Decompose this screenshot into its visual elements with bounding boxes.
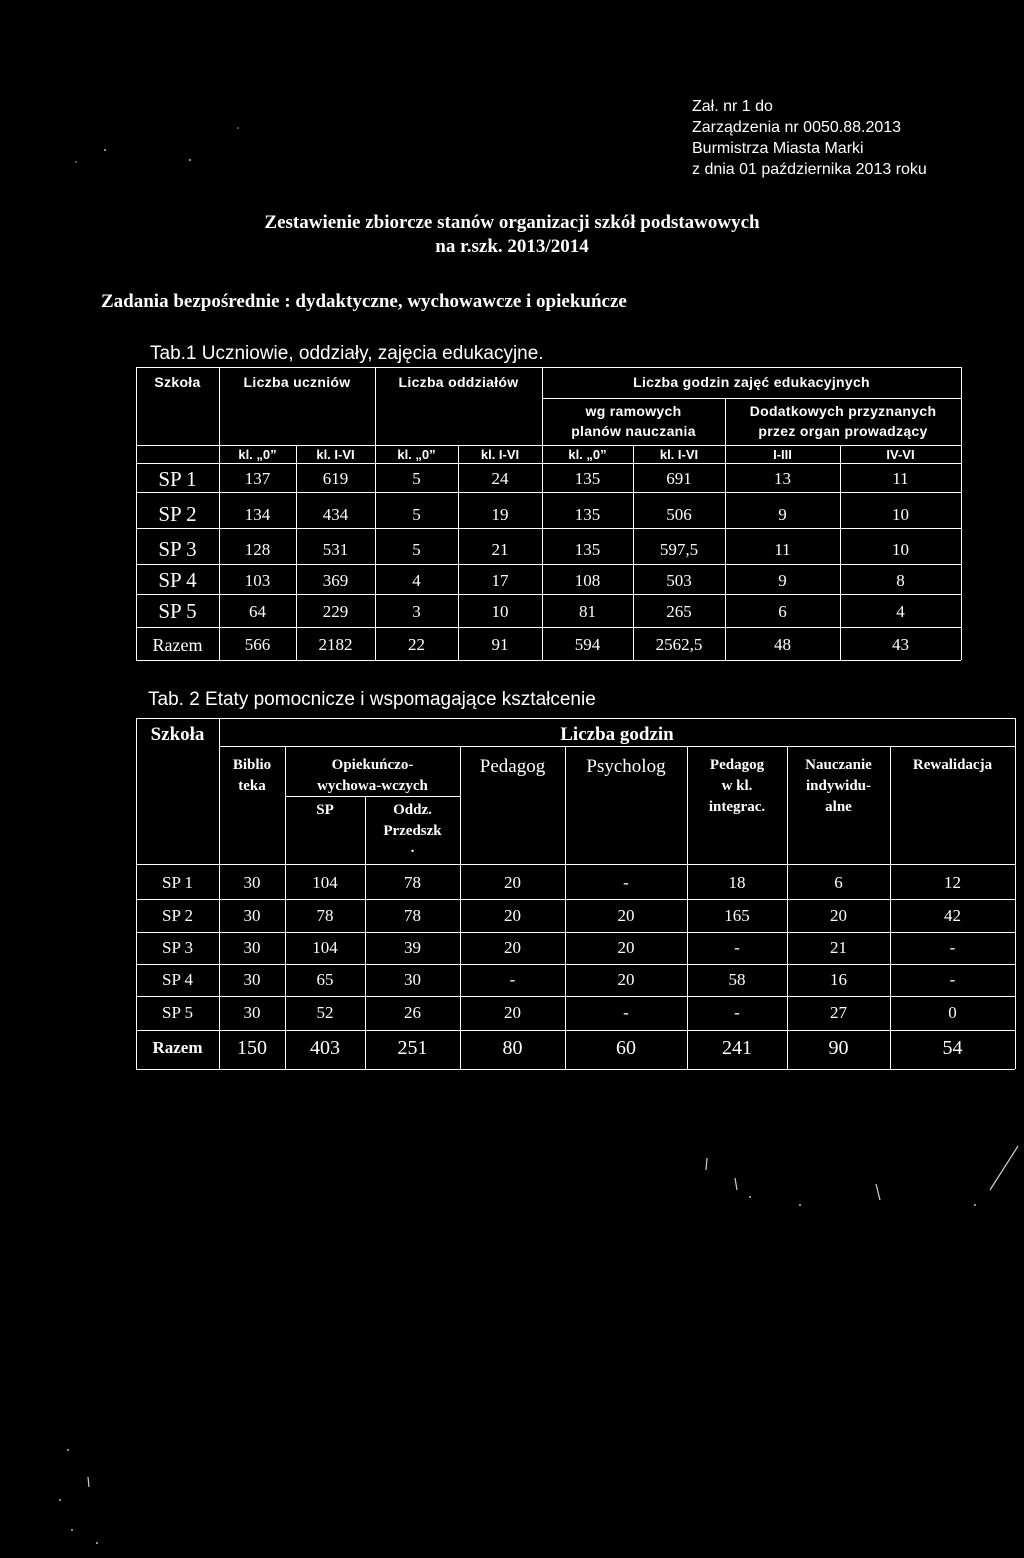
table-cell: 503 xyxy=(666,571,692,590)
table-cell: 6 xyxy=(778,602,787,621)
table-cell: 265 xyxy=(666,602,692,621)
table-cell: 566 xyxy=(244,635,271,654)
col-header-additional: Dodatkowych przyznanych xyxy=(749,403,937,419)
table-cell: 229 xyxy=(322,602,349,621)
table-cell: 17 xyxy=(491,571,509,590)
table-cell: 128 xyxy=(244,540,271,559)
table-cell: - xyxy=(734,938,740,957)
annex-line: Burmistrza Miasta Marki xyxy=(692,140,864,157)
table-cell: 10 xyxy=(892,505,909,524)
col-header-hours: Liczba godzin zajęć edukacyjnych xyxy=(633,374,870,390)
table-cell: 20 xyxy=(617,938,635,957)
subheader: kl. I-VI xyxy=(316,447,355,462)
header-line: Oddz. xyxy=(393,802,432,818)
table-cell: 434 xyxy=(322,505,349,524)
col-header-school: Szkoła xyxy=(150,724,205,745)
row-school: SP 3 xyxy=(158,537,197,561)
header-line: Pedagog xyxy=(709,757,765,773)
table-cell: - xyxy=(949,938,956,957)
table-cell: 104 xyxy=(312,873,338,892)
row-school: SP 4 xyxy=(161,970,194,989)
table-cell: 39 xyxy=(404,938,421,957)
table-cell: 20 xyxy=(504,906,521,925)
col-header-psychologist: Psycholog xyxy=(586,756,666,777)
table-cell: 251 xyxy=(397,1037,428,1059)
table-cell: 6 xyxy=(834,873,843,892)
table-cell: 135 xyxy=(574,505,601,524)
table-cell: 137 xyxy=(244,469,271,488)
annex-line: Zał. nr 1 do xyxy=(692,98,773,115)
table-cell: 9 xyxy=(778,571,787,590)
table-cell: 369 xyxy=(322,571,349,590)
table-cell: 18 xyxy=(728,873,746,892)
col-header-students: Liczba uczniów xyxy=(243,374,351,390)
header-line: Nauczanie xyxy=(805,757,872,773)
table-cell: 30 xyxy=(243,1003,261,1022)
col-header-framework: wg ramowych xyxy=(585,403,682,419)
table-cell: 20 xyxy=(830,906,847,925)
table-cell: 26 xyxy=(404,1003,421,1022)
subheader: kl. I-VI xyxy=(659,447,699,462)
row-school: SP 4 xyxy=(158,568,197,592)
table-cell: 80 xyxy=(502,1037,523,1059)
table-cell: 9 xyxy=(778,505,787,524)
tasks-heading: Zadania bezpośrednie : dydaktyczne, wychowawcze i opiekuńcze xyxy=(101,291,627,312)
table-cell: 134 xyxy=(244,505,271,524)
table-cell: 52 xyxy=(316,1003,334,1022)
table-cell: 81 xyxy=(579,602,596,621)
col-header-additional: przez organ prowadzący xyxy=(758,423,928,439)
table-cell: 2182 xyxy=(318,635,353,654)
header-line: wychowa-wczych xyxy=(317,778,428,794)
table-cell: 27 xyxy=(830,1003,847,1022)
row-school: SP 3 xyxy=(161,938,194,957)
table-cell: 5 xyxy=(412,469,421,488)
table-cell: 30 xyxy=(243,906,261,925)
table-cell: 5 xyxy=(412,540,421,559)
table-cell: - xyxy=(623,1003,629,1022)
header-line: Przedszk xyxy=(383,823,442,839)
table1-caption: Tab.1 Uczniowie, oddziały, zajęcia edukacyjne. xyxy=(150,343,544,364)
table-cell: 506 xyxy=(666,505,692,524)
subheader: IV-VI xyxy=(886,447,915,462)
col-header-revalidation: Rewalidacja xyxy=(912,757,993,773)
table-cell: 597,5 xyxy=(659,540,699,559)
row-school: Razem xyxy=(152,1038,203,1057)
row-school: SP 2 xyxy=(161,906,194,925)
header-line: alne xyxy=(825,799,852,815)
table-cell: 30 xyxy=(404,970,421,989)
table-cell: 165 xyxy=(724,906,750,925)
table-cell: 103 xyxy=(244,571,271,590)
table-cell: 16 xyxy=(830,970,847,989)
table-cell: 64 xyxy=(249,602,266,621)
col-header-school: Szkoła xyxy=(154,374,201,390)
table-cell: 91 xyxy=(491,635,509,654)
table-cell: 43 xyxy=(892,635,909,654)
table-cell: 30 xyxy=(243,873,261,892)
table-cell: 78 xyxy=(316,906,334,925)
table-cell: 150 xyxy=(237,1037,267,1059)
table-cell: 594 xyxy=(574,635,601,654)
row-school: SP 1 xyxy=(158,467,197,491)
table-cell: - xyxy=(509,970,516,989)
table-cell: 78 xyxy=(404,873,421,892)
table-cell: 8 xyxy=(896,571,905,590)
annex-line: Zarządzenia nr 0050.88.2013 xyxy=(692,119,902,136)
row-school: SP 1 xyxy=(161,873,194,892)
header-line: teka xyxy=(238,778,266,794)
subheader: kl. „0” xyxy=(238,447,277,462)
row-school: SP 2 xyxy=(158,502,197,526)
header-line: integrac. xyxy=(708,799,766,815)
table-cell: 11 xyxy=(774,540,791,559)
table-cell: 5 xyxy=(412,505,421,524)
row-school: SP 5 xyxy=(158,599,197,623)
table-cell: 241 xyxy=(722,1037,752,1059)
table-cell: 10 xyxy=(892,540,909,559)
col-header-care-sp: SP xyxy=(316,802,334,818)
table-cell: 48 xyxy=(774,635,791,654)
table2-caption: Tab. 2 Etaty pomocnicze i wspomagające kształcenie xyxy=(148,689,596,710)
table-cell: 403 xyxy=(310,1037,340,1059)
col-header-pedagogue: Pedagog xyxy=(479,756,546,777)
table-cell: 20 xyxy=(504,1003,521,1022)
table-cell: 60 xyxy=(616,1037,636,1059)
table-cell: 691 xyxy=(666,469,692,488)
header-line: Biblio xyxy=(232,757,272,773)
row-school: SP 5 xyxy=(161,1003,194,1022)
table-cell: 65 xyxy=(316,970,334,989)
table-cell: 24 xyxy=(491,469,509,488)
table-cell: 21 xyxy=(491,540,509,559)
header-line: . xyxy=(410,840,415,856)
subheader: I-III xyxy=(773,447,792,462)
table-cell: - xyxy=(623,873,629,892)
table-cell: 135 xyxy=(574,540,601,559)
table-cell: 20 xyxy=(617,970,635,989)
table-cell: 30 xyxy=(243,970,261,989)
row-school: Razem xyxy=(152,635,203,655)
col-header-framework: planów nauczania xyxy=(571,423,696,439)
table-cell: 78 xyxy=(404,906,421,925)
header-line: indywidu- xyxy=(805,778,872,794)
table-cell: 58 xyxy=(728,970,746,989)
table-cell: 108 xyxy=(574,571,601,590)
table-cell: 19 xyxy=(491,505,509,524)
table-cell: 12 xyxy=(944,873,961,892)
table-cell: 0 xyxy=(948,1003,957,1022)
table-cell: 531 xyxy=(322,540,349,559)
table-cell: 20 xyxy=(617,906,635,925)
table-cell: 21 xyxy=(830,938,847,957)
table-cell: 10 xyxy=(491,602,509,621)
table-cell: 22 xyxy=(408,635,425,654)
table-cell: 2562,5 xyxy=(655,635,703,654)
table-cell: 90 xyxy=(828,1037,849,1059)
subheader: kl. „0” xyxy=(568,447,607,462)
table-cell: 11 xyxy=(892,469,909,488)
table-cell: - xyxy=(949,970,956,989)
table-cell: 13 xyxy=(774,469,791,488)
annex-line: z dnia 01 października 2013 roku xyxy=(692,161,927,178)
table-cell: 135 xyxy=(574,469,601,488)
document-title: Zestawienie zbiorcze stanów organizacji szkół podstawowych xyxy=(264,212,760,233)
subheader: kl. I-VI xyxy=(480,447,520,462)
col-header-classes: Liczba oddziałów xyxy=(398,374,519,390)
table-cell: 20 xyxy=(504,938,521,957)
header-line: Opiekuńczo- xyxy=(331,757,414,773)
table-cell: 619 xyxy=(322,469,349,488)
table-cell: 42 xyxy=(944,906,961,925)
table-cell: 54 xyxy=(942,1037,963,1059)
table-cell: 20 xyxy=(504,873,521,892)
table-cell: 4 xyxy=(412,571,421,590)
table-cell: 104 xyxy=(312,938,338,957)
table-cell: 3 xyxy=(412,602,421,621)
table-cell: - xyxy=(734,1003,740,1022)
table-cell: 30 xyxy=(243,938,261,957)
subheader: kl. „0” xyxy=(397,447,436,462)
table-cell: 4 xyxy=(896,602,905,621)
col-header-hours: Liczba godzin xyxy=(560,724,674,745)
document-subtitle: na r.szk. 2013/2014 xyxy=(435,236,589,257)
header-line: w kl. xyxy=(721,778,753,794)
